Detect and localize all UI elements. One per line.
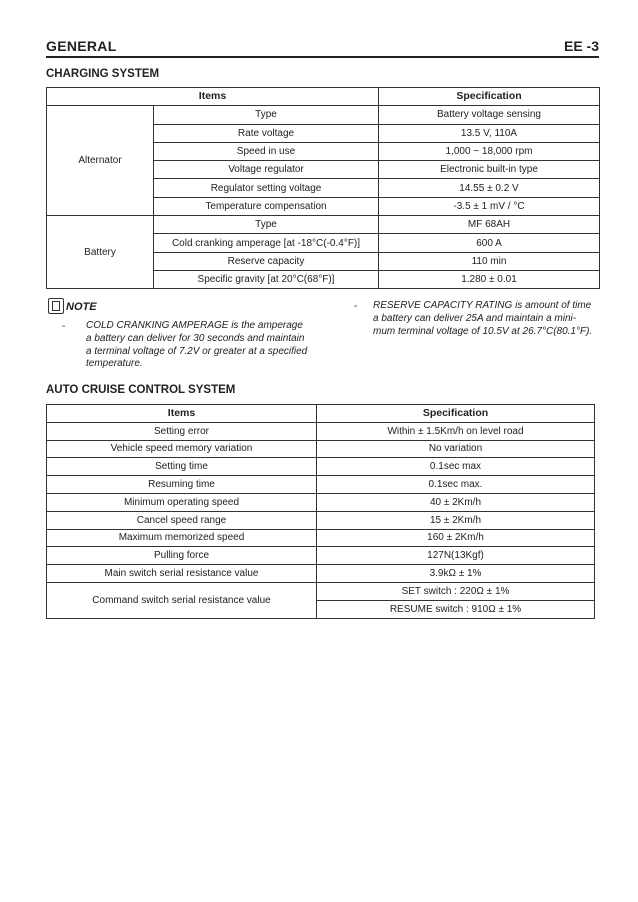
item-cell: Type [154,216,379,234]
note-line: RESERVE CAPACITY RATING is amount of time [373,300,592,311]
cruise-spec-table [46,404,595,619]
table-row [47,440,595,458]
col-spec-header: Specification [379,88,600,106]
page-header [46,38,599,58]
table-row [47,476,595,494]
table-row [47,216,600,234]
spec-cell: 14.55 ± 0.2 V [379,179,600,197]
spec-cell: 15 ± 2Km/h [317,511,595,529]
spec-cell: 40 ± 2Km/h [317,493,595,511]
table-row [47,106,600,124]
page-number: EE -3 [563,38,599,54]
note-line: COLD CRANKING AMPERAGE is the amperage [86,320,303,331]
spec-cell: 1.280 ± 0.01 [379,270,600,288]
item-cell: Minimum operating speed [47,493,317,511]
item-cell: Regulator setting voltage [154,179,379,197]
table-header-row [47,405,595,423]
note-title: NOTE [66,301,97,313]
spec-cell: Battery voltage sensing [379,106,600,124]
command-switch-item: Command switch serial resistance value [47,582,317,618]
item-cell: Type [154,106,379,124]
note-book-icon [48,298,64,314]
note-line: a battery can deliver for 30 seconds and maintain [86,332,305,344]
table-row [47,493,595,511]
spec-cell: 160 ± 2Km/h [317,529,595,547]
spec-cell: 110 min [379,252,600,270]
battery-label: Battery [47,216,154,289]
cruise-control-title: AUTO CRUISE CONTROL SYSTEM [46,384,236,396]
table-row [47,511,595,529]
note-dash-left: - [62,321,66,332]
spec-cell: Electronic built-in type [379,161,600,179]
table-row [47,422,595,440]
note-cold-cranking [86,320,326,371]
spec-cell: 3.9kΩ ± 1% [317,565,595,583]
col-items-header: Items [47,405,317,423]
note-line: a battery can deliver 25A and maintain a mini- [373,312,577,324]
table-row [47,582,595,600]
spec-cell: No variation [317,440,595,458]
charging-system-title: CHARGING SYSTEM [46,68,160,80]
spec-cell: RESUME switch : 910Ω ± 1% [317,600,595,618]
table-row [47,565,595,583]
note-line: mum terminal voltage of 10.5V at 26.7°C(80.1°F). [373,325,593,337]
alternator-label: Alternator [47,106,154,216]
spec-cell: SET switch : 220Ω ± 1% [317,582,595,600]
note-dash-right: - [354,301,358,312]
table-row [47,529,595,547]
spec-cell: Within ± 1.5Km/h on level road [317,422,595,440]
item-cell: Cold cranking amperage [at -18°C(-0.4°F)] [154,234,379,252]
col-spec-header: Specification [317,405,595,423]
note-line: a terminal voltage of 7.2V or greater at a specified [86,345,308,357]
item-cell: Setting time [47,458,317,476]
spec-cell: -3.5 ± 1 mV / °C [379,197,600,215]
item-cell: Maximum memorized speed [47,529,317,547]
item-cell: Setting error [47,422,317,440]
note-reserve-capacity [373,300,603,338]
item-cell: Pulling force [47,547,317,565]
table-row [47,458,595,476]
charging-spec-table [46,87,600,289]
item-cell: Specific gravity [at 20°C(68°F)] [154,270,379,288]
spec-cell: 13.5 V, 110A [379,124,600,142]
header-rule [46,56,599,58]
col-items-header: Items [47,88,379,106]
item-cell: Temperature compensation [154,197,379,215]
spec-cell: MF 68AH [379,216,600,234]
item-cell: Rate voltage [154,124,379,142]
item-cell: Resuming time [47,476,317,494]
spec-cell: 0.1sec max. [317,476,595,494]
item-cell: Main switch serial resistance value [47,565,317,583]
table-header-row [47,88,600,106]
item-cell: Cancel speed range [47,511,317,529]
spec-cell: 127N(13Kgf) [317,547,595,565]
spec-cell: 600 A [379,234,600,252]
table-row [47,547,595,565]
spec-cell: 1,000 ~ 18,000 rpm [379,142,600,160]
item-cell: Voltage regulator [154,161,379,179]
header-section-title: GENERAL [46,38,117,54]
note-line: temperature. [86,358,143,370]
item-cell: Speed in use [154,142,379,160]
item-cell: Vehicle speed memory variation [47,440,317,458]
spec-cell: 0.1sec max [317,458,595,476]
item-cell: Reserve capacity [154,252,379,270]
